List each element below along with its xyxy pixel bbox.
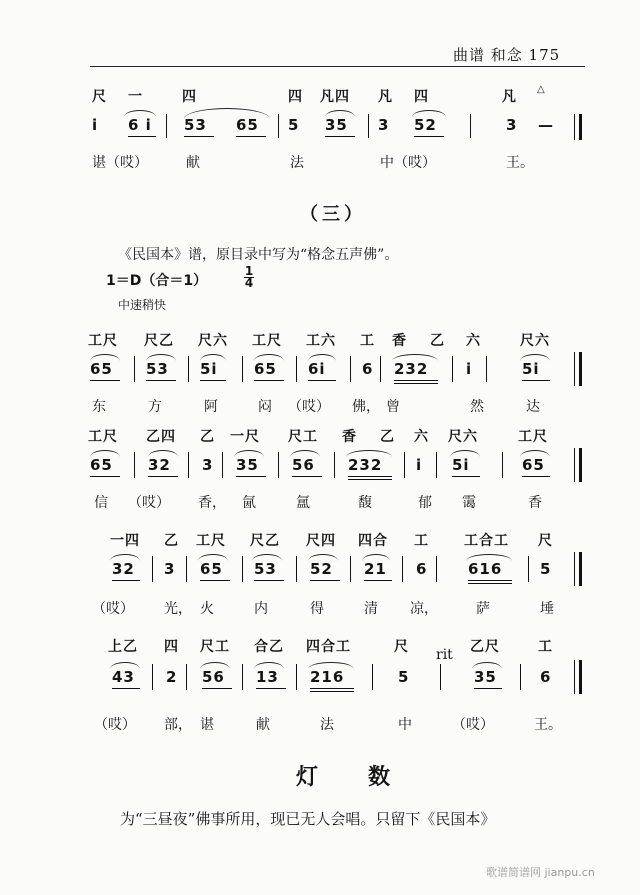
tempo-marking: 中速稍快 [118,298,167,312]
gongche-10: 工尺 [518,429,548,445]
lyric-4: 中（哎） [380,155,436,171]
gongche-1: 工尺 [88,429,118,445]
note-1: 65 [90,456,113,474]
final-barline [579,660,582,694]
note-9: 5i [522,360,540,378]
final-barline [579,352,582,386]
gongche-1: 一四 [110,533,140,549]
underline [522,476,550,477]
barline [152,556,153,582]
note-1: i [92,116,99,134]
underline [310,688,354,689]
final-barline [579,114,582,140]
note-1: 43 [112,668,135,686]
barline [436,452,437,478]
underline [90,380,120,381]
gongche-2: 一 [128,89,143,105]
lyric-4: 氤 [242,495,256,511]
underline [522,380,550,381]
barline [350,556,351,582]
underline [256,688,286,689]
lyric-3: 火 [200,601,214,617]
gongche-4: 合乙 [254,639,284,655]
gongche-3: 四 [182,89,197,105]
underline [348,479,392,480]
lyric-2: 部， [164,717,192,733]
barline [152,664,153,690]
final-barline [579,552,582,586]
lyric-3: 阿 [204,399,218,415]
lyric-6: 馥 [358,495,372,511]
underline [292,476,322,477]
gongche-5: 尺四 [306,533,336,549]
final-barline [574,448,575,482]
underline [348,476,392,477]
barline [440,664,441,690]
score-system-4 [0,528,640,628]
underline [414,136,444,137]
underline [254,580,284,581]
barline [528,556,529,582]
underline [364,580,392,581]
score-system-2 [0,330,640,430]
gongche-9: 六 [466,333,481,349]
gongche-3: 尺工 [200,639,230,655]
underline [254,380,284,381]
barline [188,356,189,382]
gongche-9: 尺六 [448,429,478,445]
underline [452,476,480,477]
lyric-6: 清 [364,601,378,617]
barline [296,556,297,582]
gongche-1: 上乙 [108,639,138,655]
time-signature [244,266,254,289]
underline [310,580,340,581]
note-5: 56 [292,456,315,474]
barline [186,664,187,690]
note-7: 35 [474,668,497,686]
lyric-8: 然 [470,399,484,415]
gongche-5: 四合工 [306,639,351,655]
underline [202,688,232,689]
lyric-4: 内 [254,601,268,617]
note-9: 3 [506,116,518,134]
note-4: 35 [236,456,259,474]
note-6: 5 [398,668,410,686]
underline [468,580,512,581]
lyric-2: 献 [186,155,200,171]
underline [394,380,438,381]
underline [325,136,355,137]
note-10: — [538,116,554,134]
gongche-3: 尺六 [198,333,228,349]
barline [166,114,167,138]
key-signature: 1＝D（合＝1） [106,273,208,289]
note-3: 65 [200,560,223,578]
note-2: 53 [146,360,169,378]
lyric-1: （哎） [94,717,136,733]
lyric-7: （哎） [452,717,494,733]
underline [474,688,502,689]
gongche-5: 凡四 [320,89,350,105]
underline [148,476,178,477]
underline [90,476,120,477]
barline [296,356,297,382]
barline [296,664,297,690]
barline [186,556,187,582]
lyric-3: 法 [290,155,304,171]
note-3: 3 [202,456,214,474]
gongche-2: 乙 [164,533,179,549]
barline [242,556,243,582]
gongche-4: 尺乙 [250,533,280,549]
gongche-9: 尺 [538,533,553,549]
header-rule [90,66,585,67]
lyric-6: 中 [398,717,412,733]
underline [308,380,336,381]
lyric-4: 闷 [258,399,272,415]
underline [200,580,230,581]
barline [436,556,437,582]
meter-top: 1 [244,264,254,278]
gongche-1: 工尺 [88,333,118,349]
lyric-6: 佛， [352,399,380,415]
lyric-2: 光， [164,601,192,617]
gongche-1: 尺 [92,89,107,105]
gongche-8: 六 [414,429,429,445]
underline [146,380,176,381]
lyric-5: 得 [310,601,324,617]
note-4: 13 [256,668,279,686]
section-title: （三） [300,204,366,225]
lyric-3: 谌 [200,717,214,733]
note-5: 6i [308,360,326,378]
note-3: 53 [184,116,207,134]
underline [236,136,266,137]
barline [242,356,243,382]
underline [184,136,214,137]
note-3: 56 [202,668,225,686]
meter-bottom: 4 [244,276,254,290]
lyric-9: 埵 [540,601,554,617]
gongche-9: △ [537,84,546,95]
gongche-6: 工 [360,333,375,349]
gongche-7: 四 [414,89,429,105]
final-barline [574,352,575,386]
barline [134,452,135,478]
note-6: 35 [325,116,348,134]
note-8: 5i [452,456,470,474]
gongche-4: 四 [288,89,303,105]
gongche-6: 香 [342,429,357,445]
lyric-5: 氲 [296,495,310,511]
page-header: 曲谱 和念 175 [453,46,561,64]
note-3: 5i [200,360,218,378]
barline [372,664,373,690]
gongche-7: 工 [414,533,429,549]
gongche-3: 工尺 [196,533,226,549]
note-7: 6 [416,560,428,578]
barline [502,452,503,478]
lyric-7: 曾 [386,399,400,415]
note-7: i [416,456,423,474]
note-8: 616 [468,560,503,578]
note-8: 52 [414,116,437,134]
barline [520,664,521,690]
underline [112,688,140,689]
barline [278,452,279,478]
lyric-1: 谌（哎） [92,155,148,171]
note-1: 32 [112,560,135,578]
barline [402,556,403,582]
note-7: 3 [378,116,390,134]
barline [188,452,189,478]
underline [236,476,266,477]
barline [452,356,453,382]
final-barline [574,660,575,694]
note-5: 52 [310,560,333,578]
lyric-7: 凉， [410,601,438,617]
lyric-9: 达 [526,399,540,415]
lyric-4: 献 [256,717,270,733]
barline [278,114,279,138]
lyric-2: （哎） [128,495,170,511]
note-9: 65 [522,456,545,474]
underline [468,583,512,584]
gongche-8: 乙 [430,333,445,349]
score-system-5 [0,636,640,736]
gongche-4: 工尺 [252,333,282,349]
note-2: 2 [166,668,178,686]
note-6: 232 [348,456,383,474]
note-2: 32 [148,456,171,474]
note-5: 216 [310,668,345,686]
barline [404,452,405,478]
note-2: 3 [164,560,176,578]
lyric-8: 王。 [534,717,562,733]
barline [350,356,351,382]
gongche-2: 乙四 [146,429,176,445]
gongche-6: 四合 [358,533,388,549]
gongche-5: 尺工 [288,429,318,445]
lyric-1: 东 [92,399,106,415]
next-piece-description: 为“三昼夜”佛事所用，现已无人会唱。只留下《民国本》 [120,810,496,828]
note-7: 232 [394,360,429,378]
lyric-5: 法 [320,717,334,733]
gongche-6: 凡 [378,89,393,105]
gongche-3: 乙 [200,429,215,445]
score-system-3 [0,426,640,526]
section-note: 《民国本》谱，原目录中写为“格念五声佛”。 [118,247,399,263]
next-piece-title: 灯 数 [296,764,393,790]
gongche-8: 工合工 [464,533,509,549]
gongche-7: 乙 [380,429,395,445]
barline [368,114,369,138]
ritardando-marking: rit [436,647,453,663]
gongche-4: 一尺 [230,429,260,445]
lyric-8: 萨 [476,601,490,617]
lyric-3: 香， [198,495,226,511]
final-barline [574,114,575,140]
lyric-8: 霭 [462,495,476,511]
gongche-10: 尺六 [520,333,550,349]
final-barline [574,552,575,586]
underline [394,383,438,384]
barline [242,664,243,690]
note-9: 5 [540,560,552,578]
gongche-2: 四 [164,639,179,655]
lyric-1: （哎） [92,601,134,617]
gongche-5: 工六 [306,333,336,349]
note-4: 65 [236,116,259,134]
barline [470,114,471,138]
note-8: 6 [540,668,552,686]
underline [112,580,140,581]
note-4: 53 [254,560,277,578]
watermark: 歌谱简谱网 jianpu.cn [486,866,595,879]
note-2: 6 i [128,116,152,134]
final-barline [579,448,582,482]
gongche-8: 工 [538,639,553,655]
note-6: 21 [364,560,387,578]
lyric-5: （哎） [288,399,330,415]
note-5: 5 [288,116,300,134]
note-1: 65 [90,360,113,378]
barline [134,356,135,382]
note-4: 65 [254,360,277,378]
underline [310,691,354,692]
lyric-5: 王。 [506,155,534,171]
note-8: i [466,360,473,378]
gongche-7: 香 [392,333,407,349]
gongche-6: 尺 [394,639,409,655]
barline [486,356,487,382]
underline [200,380,226,381]
score-system-1 [0,84,640,184]
note-6: 6 [362,360,374,378]
lyric-9: 香 [528,495,542,511]
barline [380,356,381,382]
lyric-1: 信 [94,495,108,511]
lyric-2: 方 [148,399,162,415]
lyric-7: 郁 [418,495,432,511]
gongche-7: 乙尺 [470,639,500,655]
barline [222,452,223,478]
underline [128,136,156,137]
gongche-8: 凡 [502,89,517,105]
barline [334,452,335,478]
gongche-2: 尺乙 [144,333,174,349]
